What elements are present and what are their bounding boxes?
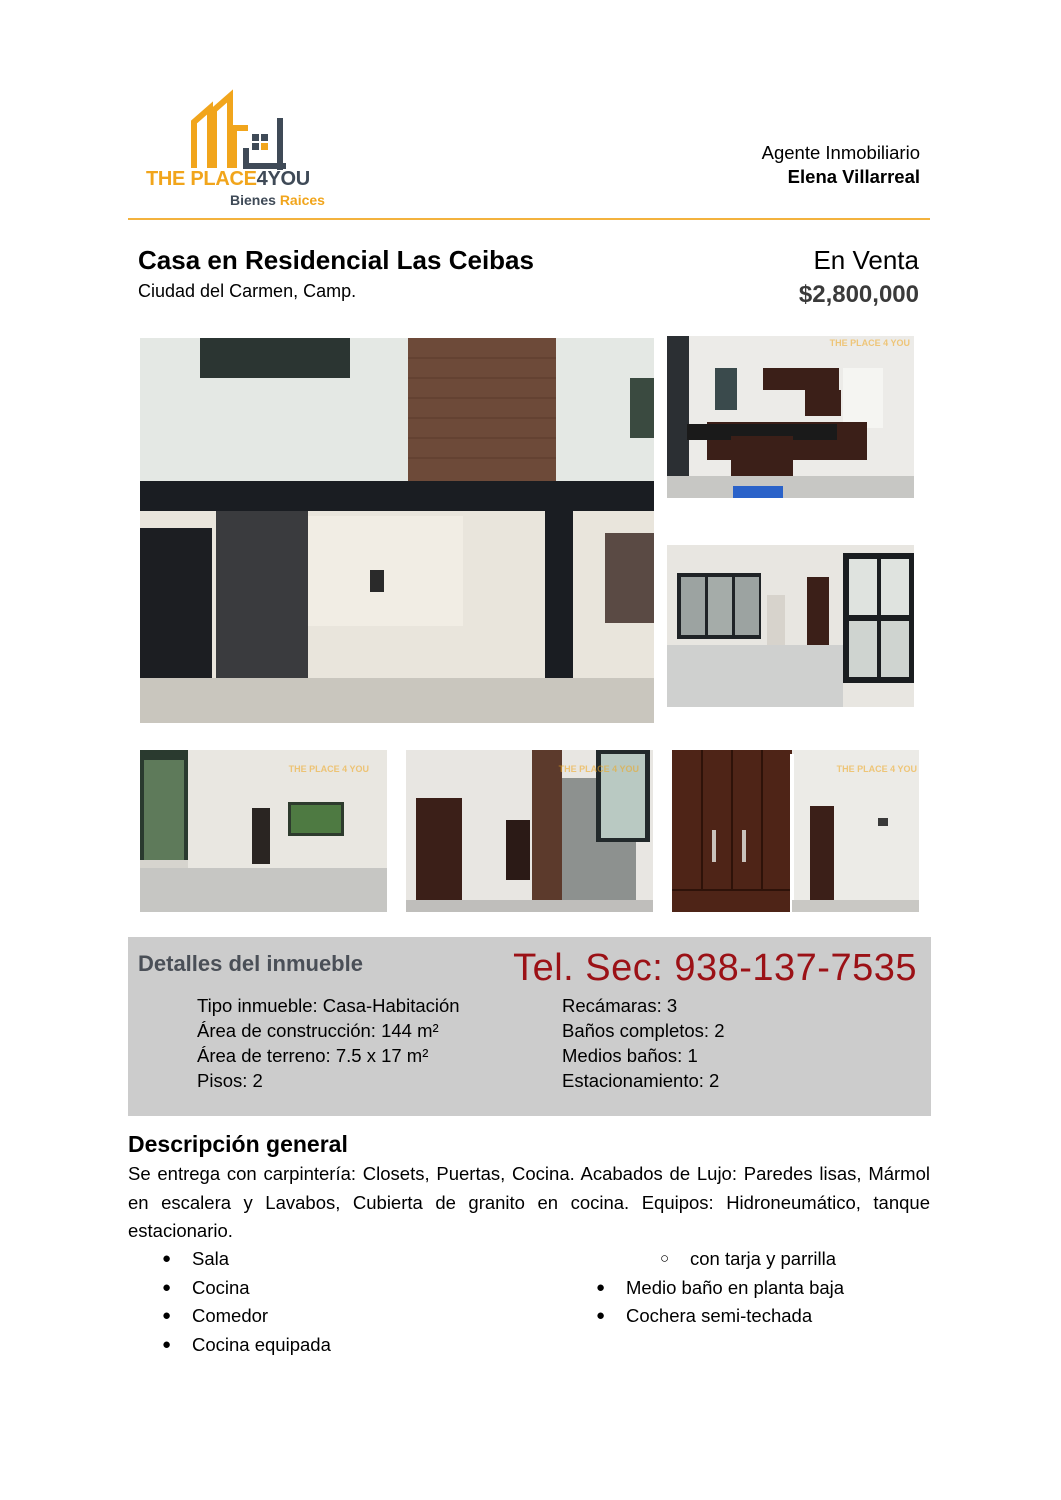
photo-living-room (667, 545, 914, 707)
features-list-left (128, 1245, 331, 1359)
list-item: ● Cochera semi-techada (562, 1302, 844, 1331)
listing-status: En Venta (813, 245, 919, 275)
photo-watermark: THE PLACE 4 YOU (836, 764, 917, 774)
details-column-right (562, 993, 724, 1093)
detail-property-type: Tipo inmueble: Casa-Habitación (197, 995, 460, 1016)
agent-label: Agente Inmobiliario (761, 142, 920, 163)
photo-watermark: THE PLACE 4 YOU (288, 764, 369, 774)
phone-number[interactable]: Tel. Sec: 938-137-7535 (513, 947, 917, 989)
listing-title: Casa en Residencial Las Ceibas (138, 245, 534, 275)
photo-watermark: THE PLACE 4 YOU (829, 338, 910, 348)
property-details (128, 937, 931, 1116)
listing-price: $2,800,000 (798, 281, 919, 308)
list-item: ● Cocina equipada (128, 1331, 331, 1360)
detail-floors: Pisos: 2 (197, 1070, 263, 1091)
photo-facade (140, 338, 654, 723)
photo-closet (672, 750, 919, 912)
detail-construction-area: Área de construcción: 144 m² (197, 1020, 439, 1041)
description-text: Se entrega con carpintería: Closets, Puertas, Cocina. Acabados de Lujo: Paredes lisas, Mármol en escalera y Lavabos, Cubierta de granito en cocina. Equipos: Hidroneumático, tanque estacionario. (128, 1163, 930, 1241)
list-subitem: ○ con tarja y parrilla (562, 1245, 844, 1274)
detail-bedrooms: Recámaras: 3 (562, 995, 678, 1016)
agent-name: Elena Villarreal (787, 166, 920, 187)
company-logo (142, 88, 352, 210)
listing-location: Ciudad del Carmen, Camp. (138, 281, 357, 301)
detail-land-area: Área de terreno: 7.5 x 17 m² (197, 1045, 429, 1066)
description-heading: Descripción general (128, 1131, 348, 1157)
agent-block (762, 141, 920, 189)
list-item: ● Cocina (128, 1274, 331, 1303)
features-list-right (562, 1245, 844, 1331)
detail-parking: Estacionamiento: 2 (562, 1070, 720, 1091)
list-item: ● Sala (128, 1245, 331, 1274)
logo-wordmark: THE PLACE4YOU (146, 168, 310, 190)
logo-tagline: Bienes Raices (230, 192, 325, 208)
details-heading: Detalles del inmueble (138, 951, 363, 976)
list-item: ● Comedor (128, 1302, 331, 1331)
photo-watermark: THE PLACE 4 YOU (558, 764, 639, 774)
photo-kitchen (667, 336, 914, 498)
detail-half-baths: Medios baños: 1 (562, 1045, 698, 1066)
detail-full-baths: Baños completos: 2 (562, 1020, 725, 1041)
logo-house-icon (190, 88, 290, 170)
details-column-left (197, 993, 460, 1093)
photo-bedroom (140, 750, 387, 912)
photo-bathroom (406, 750, 653, 912)
header-divider (128, 218, 930, 220)
list-item: ● Medio baño en planta baja (562, 1274, 844, 1303)
